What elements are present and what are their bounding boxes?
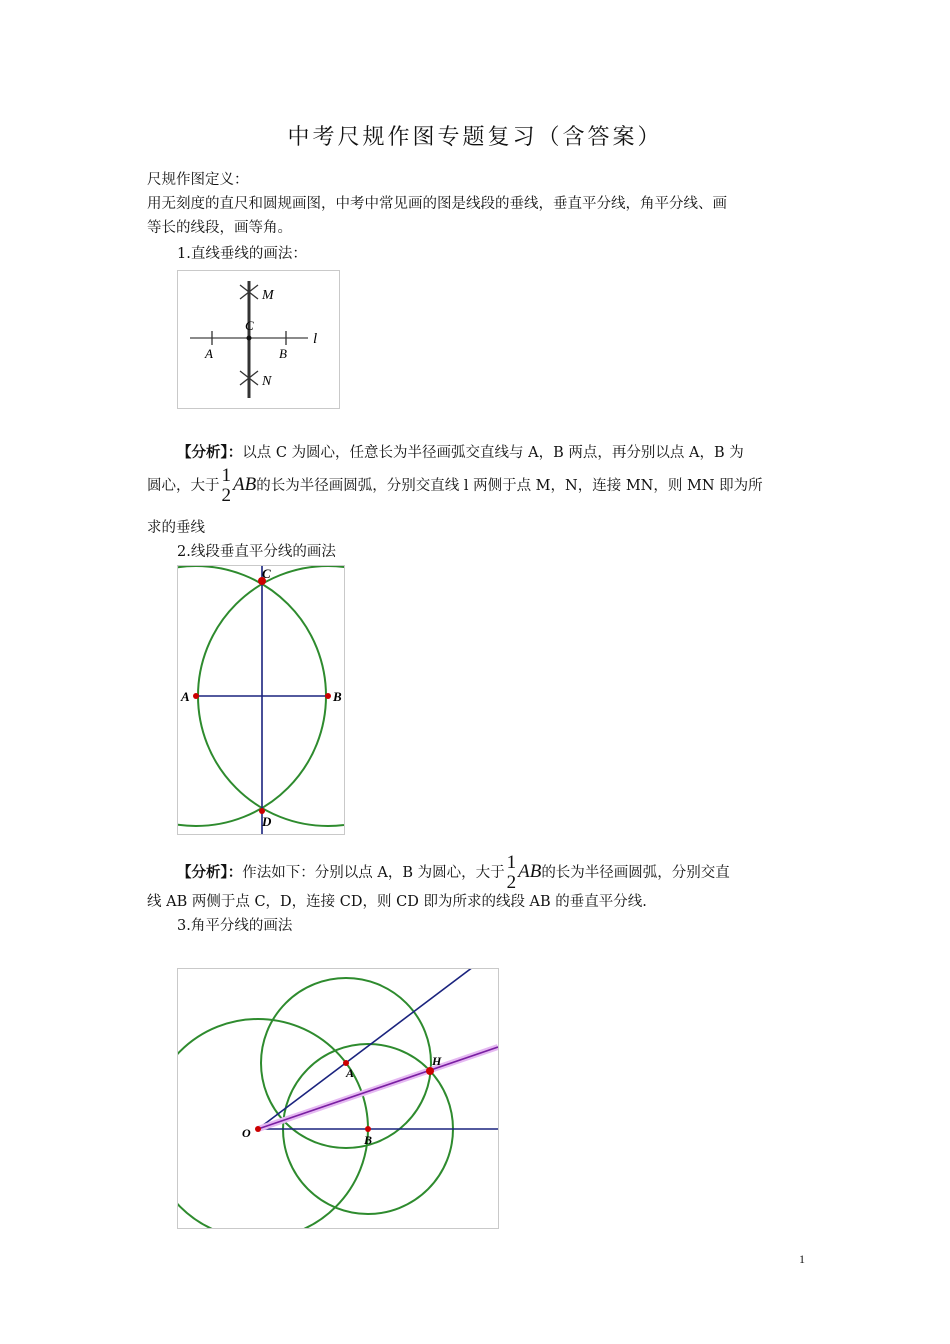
page-number: 1 <box>799 1252 805 1266</box>
section-2-analysis-line-1: 【分析】：作法如下：分别以点 A，B 为圆心，大于 1 2 AB的长为半径画圆弧，分别交直 <box>177 852 730 893</box>
section-1-analysis-line-2: 圆心，大于 1 2 AB的长为半径画圆弧，分别交直线 l 两侧于点 M，N，连接 MN，则 MN 即为所 <box>147 465 763 506</box>
fraction-half-2: 1 2 <box>506 852 517 893</box>
page-title: 中考尺规作图专题复习（含答案） <box>287 125 663 150</box>
section-3-heading: 3.角平分线的画法 <box>177 918 293 934</box>
label-B: B <box>279 346 287 361</box>
label-O: O <box>242 1126 251 1140</box>
section-1-analysis-line-3: 求的垂线 <box>147 520 205 536</box>
label-B: B <box>364 1133 373 1147</box>
section-1-analysis-line-1: 【分析】：以点 C 为圆心，任意长为半径画弧交直线与 A，B 两点，再分别以点 A，B 为 <box>177 444 744 461</box>
label-D: D <box>262 814 272 829</box>
section-1-heading: 1.直线垂线的画法： <box>177 246 307 262</box>
figure-perpendicular-line <box>177 270 340 409</box>
analysis-prefix: 【分析】： <box>177 444 243 461</box>
label-A: A <box>346 1066 355 1080</box>
label-l: l <box>313 331 318 347</box>
section-2-analysis-line-2: 线 AB 两侧于点 C，D，连接 CD，则 CD 即为所求的线段 AB 的垂直平分线. <box>147 894 647 910</box>
definition-line-2: 等长的线段，画等角。 <box>147 220 292 236</box>
label-M: M <box>262 288 274 303</box>
label-C: C <box>245 318 254 333</box>
label-C: C <box>262 566 271 581</box>
fraction-half: 1 2 <box>221 465 231 506</box>
definition-line-1: 用无刻度的直尺和圆规画图，中考中常见画的图是线段的垂线，垂直平分线，角平分线、画 <box>147 196 727 212</box>
label-A: A <box>181 689 190 704</box>
section-2-heading: 2.线段垂直平分线的画法 <box>177 544 336 560</box>
label-N: N <box>262 374 272 389</box>
label-B: B <box>333 689 342 704</box>
label-H: H <box>432 1054 442 1068</box>
figure-angle-bisector <box>177 968 499 1229</box>
definition-heading: 尺规作图定义： <box>147 172 249 188</box>
figure-perpendicular-bisector <box>177 565 345 835</box>
label-A: A <box>205 346 213 361</box>
